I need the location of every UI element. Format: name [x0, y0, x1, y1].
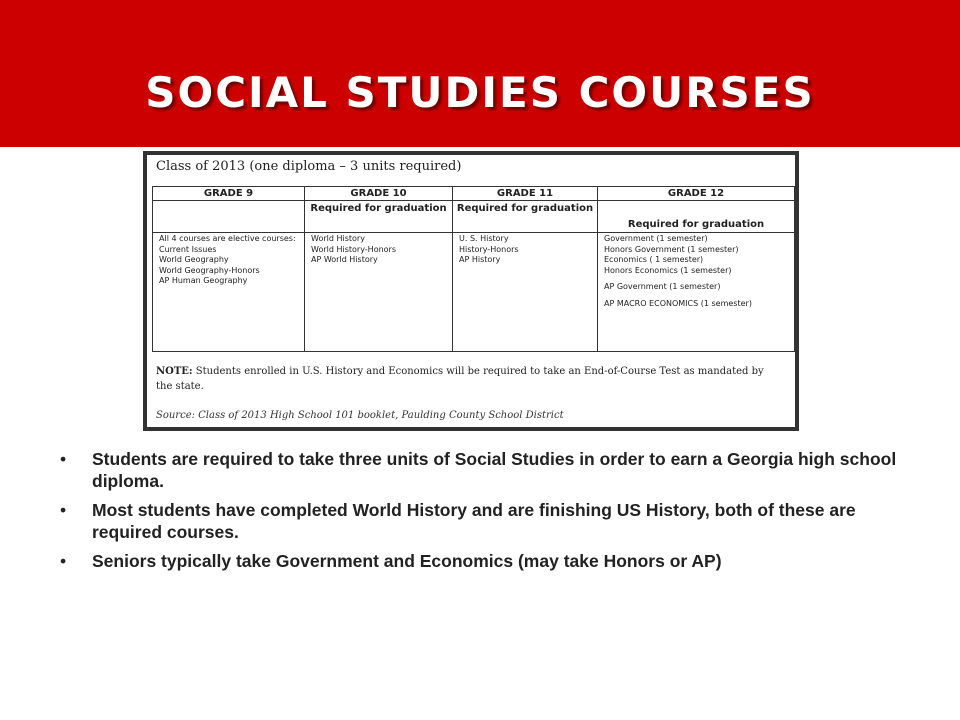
bullet-icon: •: [60, 449, 67, 469]
grade-11-courses: [453, 233, 598, 352]
grade-10-requirement: Required for graduation: [305, 201, 453, 233]
bullet-item: [56, 448, 916, 492]
bullet-text: Seniors typically take Government and Economics (may take Honors or AP): [92, 551, 722, 571]
grade-10-courses: [305, 233, 453, 352]
grade-12-requirement: Required for graduation: [627, 219, 765, 230]
note-label: NOTE:: [156, 366, 193, 377]
grade-9-courses: [153, 233, 305, 352]
grade-11-requirement: Required for graduation: [453, 201, 598, 233]
list-item: AP Human Geography: [159, 276, 248, 285]
title-banner: [0, 0, 960, 147]
list-item: AP Government (1 semester): [604, 282, 721, 291]
course-row: [153, 233, 795, 352]
bullet-item: [56, 499, 916, 543]
bullet-icon: •: [60, 551, 67, 571]
slide-title: SOCIAL STUDIES COURSES: [145, 68, 815, 117]
list-item: World History-Honors: [311, 244, 397, 254]
grade-12-header: GRADE 12: [598, 187, 795, 201]
list-item: Government (1 semester): [604, 234, 708, 243]
bullet-list: [56, 448, 916, 579]
note-text: Students enrolled in U.S. History and Economics will be required to take an End-of-Course Test as mandated by the state.: [156, 366, 764, 392]
list-item: AP World History: [311, 255, 378, 264]
bullet-item: [56, 550, 916, 572]
grade-10-header: GRADE 10: [305, 187, 453, 201]
list-item: Honors Economics (1 semester): [604, 265, 732, 275]
class-heading: Class of 2013 (one diploma – 3 units required): [156, 159, 462, 174]
requirement-row: [153, 201, 795, 233]
list-item: World Geography-Honors: [159, 265, 260, 275]
bullet-icon: •: [60, 500, 67, 520]
grade-9-header: GRADE 9: [153, 187, 305, 201]
bullet-text: Students are required to take three units of Social Studies in order to earn a Georgia high school diploma.: [92, 449, 897, 491]
eoc-note: [156, 364, 781, 394]
list-item: History-Honors: [459, 244, 519, 254]
list-item: Honors Government (1 semester): [604, 244, 739, 254]
grade-header-row: [153, 187, 795, 201]
course-table: [152, 186, 795, 352]
list-item: Economics ( 1 semester): [604, 255, 704, 264]
grade-9-requirement: [153, 201, 305, 233]
list-item: AP MACRO ECONOMICS (1 semester): [604, 298, 752, 308]
grade-12-requirement-cell: [598, 201, 795, 233]
list-item: World History: [311, 234, 365, 243]
source-citation: Source: Class of 2013 High School 101 booklet, Paulding County School District: [156, 410, 564, 421]
list-item: U. S. History: [459, 234, 509, 243]
list-item: World Geography: [159, 255, 229, 264]
bullet-text: Most students have completed World History and are finishing US History, both of these are required courses.: [92, 500, 856, 542]
grade-11-header: GRADE 11: [453, 187, 598, 201]
course-table-image: [143, 151, 799, 431]
list-item: Current Issues: [159, 244, 217, 254]
list-item: All 4 courses are elective courses:: [159, 234, 296, 243]
grade-12-courses: [598, 233, 795, 352]
list-item: AP History: [459, 255, 501, 264]
